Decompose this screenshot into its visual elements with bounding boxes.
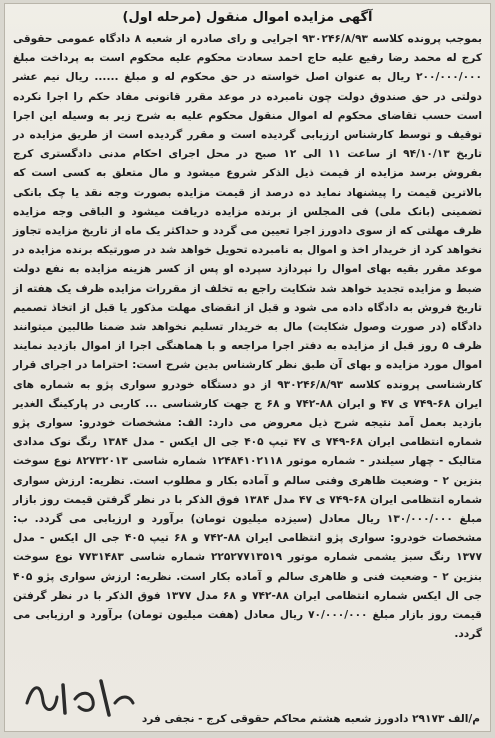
notice-body [13, 30, 482, 645]
handwritten-signature-icon [21, 673, 141, 721]
notice-footer: م/الف ۲۹۱۷۳ دادورز شعبه هشتم محاکم حقوقی کرج - نجفی فرد [141, 713, 480, 725]
notice-text: بموجب پرونده کلاسه ۹۳۰۲۴۶/۸/۹۳ اجرایی و رای صادره از شعبه ۸ دادگاه عمومی حقوقی کرج له محمد رضا رفیع علیه حاج احمد سعادت محکوم علیه محکوم است به پرداخت مبلغ ۲۰۰/۰۰۰/۰۰۰ ریال به عنوان اصل خواسته در حق محکوم له و مبلغ ...... ریال نیم عشر دولتی در حق صندوق دولت چون نامبرده در موعد مقرر قانونی مفاد حکم را اجرا نکرده است حسب تقاضای محکوم له اموال منقول محکوم علیه به شرح زیر به وسیله این اجرا توقیف و توسط کارشناس ارزیابی گردیده است و مقرر گردیده است از طریق مزایده در تاریخ ۹۴/۱۰/۱۳ از ساعت ۱۱ الی ۱۲ صبح در محل اجرای احکام مدنی دادگستری کرج بفروش برسد مزایده از قیمت ذیل الذکر شروع میشود و مال متعلق به کسی است که بالاترین قیمت را پیشنهاد نماید ده درصد از قیمت مزایده بصورت وجه نقد یا چک بانکی تضمینی (بانک ملی) فی المجلس از برنده مزایده دریافت میشود و الباقی وجه مزایده ظرف مهلتی که از سوی دادورز اجرا تعیین می گردد و حداکثر یک ماه از تاریخ مزایده تجاوز نخواهد کرد از خریدار اخذ و اموال به نامبرده تحویل خواهد شد در صورتیکه برنده مزایده در موعد مقرر بقیه بهای اموال را نپردازد سپرده او پس از کسر هزینه مزایده به نفع دولت ضبط و مزایده تجدید خواهد شد شکایت راجع به تخلف از مقررات مزایده ظرف یک هفته از تاریخ فروش به دادگاه داده می شود و قبل از انقضای مهلت مذکور یا قبل از اتخاذ تصمیم دادگاه (در صورت وصول شکایت) مال به خریدار تسلیم نخواهد شد ضمنا طالبین میتوانند ظرف ۵ روز قبل از مزایده به دفتر اجرا مراجعه و با هماهنگی اجرا از اموال بازدید نمایند اموال مورد مزایده و بهای آن طبق نظر کارشناس بدین شرح است: احتراما در اجرای قرار کارشناسی پرونده کلاسه ۹۳۰۲۴۶/۸/۹۳ از دو دستگاه خودرو سواری پژو به شماره های ایران ۶۸-۷۴۹ ی ۴۷ و ایران ۸۸-۷۴۲ و ۶۸ ج جهت کارشناسی ... کاربی در پارکینگ الغدیر بازدید بعمل آمد نتیجه شرح ذیل معروض می دارد: الف: مشخصات خودرو: سواری پژو شماره انتظامی ایران ۶۸-۷۴۹ ی ۴۷ تیپ ۴۰۵ جی ال ایکس - مدل ۱۳۸۴ رنگ نوک مدادی متالیک - چهار سیلندر - شماره موتور ۱۲۴۸۴۱۰۲۱۱۸ شماره شاسی ۸۲۷۳۲۰۱۳ نوع سوخت بنزین ۲ - وضعیت ظاهری وفنی سالم و آماده بکار و مطلوب است. نظریه: ارزش سواری شماره انتظامی ایران ۶۸-۷۴۹ ی ۴۷ مدل ۱۳۸۴ فوق الذکر با در نظر گرفتن قیمت روز بازار مبلغ ۱۳۰/۰۰۰/۰۰۰ ریال معادل (سیزده میلیون تومان) برآورد و ارزیابی می گردد. ب: مشخصات خودرو: سواری پژو انتظامی ایران ۸۸-۷۴۲ و ۶۸ تیپ ۴۰۵ جی ال ایکس - مدل ۱۳۷۷ رنگ سبز یشمی شماره موتور ۲۲۵۲۷۷۱۳۵۱۹ شماره شاسی ۷۷۳۱۴۸۳ نوع سوخت بنزین ۲ - وضعیت فنی و ظاهری سالم و آماده بکار است. نظریه: ارزش سواری پژو ۴۰۵ جی ال ایکس شماره انتظامی ایران ۸۸-۷۴۲ و ۶۸ مدل ۱۳۷۷ فوق الذکر با در نظر گرفتن قیمت روز بازار مبلغ ۷۰/۰۰۰/۰۰۰ ریال معادل (هفت میلیون تومان) برآورد و ارزیابی می گردد. [13, 33, 483, 641]
newspaper-clipping [4, 3, 491, 732]
notice-title: آگهی مزایده اموال منقول (مرحله اول) [122, 10, 373, 25]
